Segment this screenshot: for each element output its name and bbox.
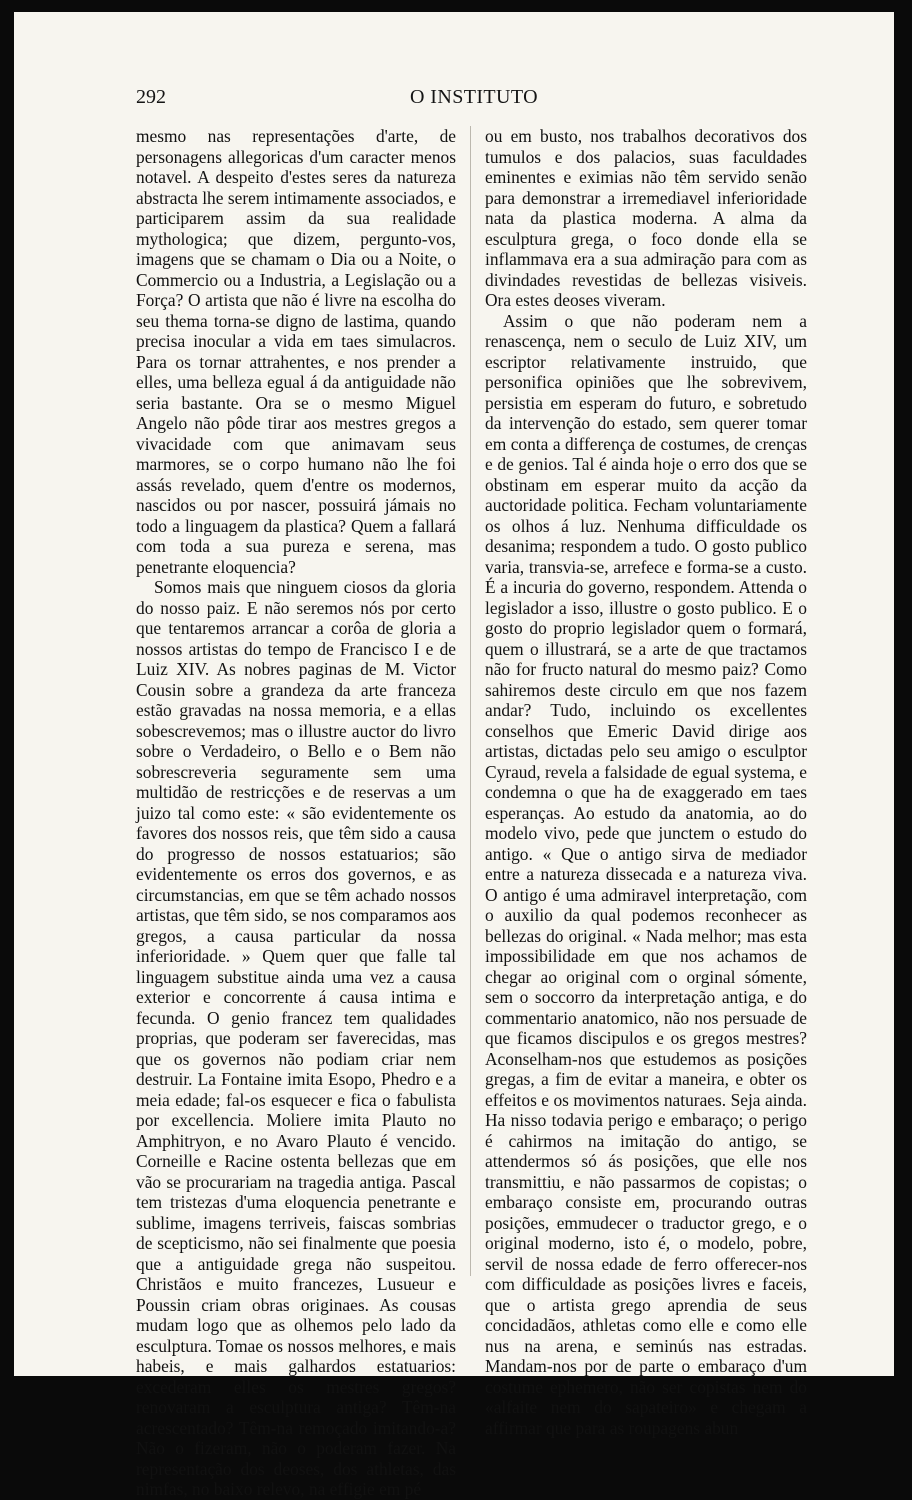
journal-title: O INSTITUTO bbox=[410, 86, 538, 108]
right-paragraph-1: ou em busto, nos trabalhos decorativos dos tumulos e dos palacios, suas faculdades eminentes e eximias não têm servido senão para demonstrar a irremediavel inferioridade nata da plastica moderna. A alma da esculptura grega, o foco donde ella se inflammava era a sua admiração para com as divindades revestidas de bellezas visiveis. Ora estes deoses viveram. bbox=[485, 126, 807, 310]
page-header bbox=[136, 82, 812, 112]
left-paragraph-1: mesmo nas representações d'arte, de personagens allegoricas d'um caracter menos notavel. A despeito d'estes seres da natureza abstracta lhe serem intimamente associados, e participarem assim da sua realidade mythologica; que dizem, pergunto-vos, imagens que se chamam o Dia ou a Noite, o Commercio ou a Industria, a Legislação ou a Força? O artista que não é livre na escolha do seu thema torna-se digno de lastima, quando precisa inocular a vida em taes simulacros. Para os tornar attrahentes, e nos prender a elles, uma belleza egual á da antiguidade não seria bastante. Ora se o mesmo Miguel Angelo não pôde tirar aos mestres gregos a vivacidade com que animavam seus marmores, se o corpo humano não lhe foi assás revelado, quem d'entre os modernos, nascidos ou por nascer, possuirá jámais no todo a linguagem da plastica? Quem a fallará com toda a sua pureza e serena, mas penetrante eloquencia? bbox=[136, 126, 456, 577]
right-paragraph-2: Assim o que não poderam nem a renascença, nem o seculo de Luiz XIV, um escriptor relativamente instruido, que personifica opiniões que lhe sobrevivem, persistia em esperam do futuro, e sobretudo da intervenção do estado, sem querer tomar em conta a differença de costumes, de crenças e de genios. Tal é ainda hoje o erro dos que se obstinam em esperar muito da acção da auctoridade politica. Fecham voluntariamente os olhos á luz. Nenhuma difficuldade os desanima; respondem a tudo. O gosto publico varia, transvia-se, arrefece e forma-se a custo. É a incuria do governo, respondem. Attenda o legislador a isso, illustre o gosto publico. E o gosto do proprio legislador quem o formará, quem o illustrará, se a arte de que tractamos não for fructo natural do mesmo paiz? Como sahiremos deste circulo em que nos fazem andar? Tudo, incluindo os excellentes conselhos que Emeric David dirige aos artistas, dictadas pelo seu amigo o esculptor Cyraud, revela a falsidade de egual systema, e condemna o que ha de exaggerado em taes esperanças. Ao estudo da anatomia, ao do modelo vivo, pede que junctem o estudo do antigo. « Que o antigo sirva de mediador entre a natureza dissecada e a natureza viva. O antigo é uma admiravel interpretação, com o auxilio da qual podemos reconhecer as bellezas do original. « Nada melhor; mas esta impossibilidade em que nos achamos de chegar ao original com o orginal sómente, sem o soccorro da interpretação antiga, e do commentario anatomico, não nos persuade de que ficamos discipulos e os gregos mestres? Aconselham-nos que estudemos as posições gregas, a fim de evitar a maneira, e obter os effeitos e os movimentos naturaes. Seja ainda. Ha nisso todavia perigo e embaraço; o perigo é cahirmos na imitação do antigo, se attendermos só ás posições, que elle nos transmittiu, e não passarmos de copistas; o embaraço consiste em, procurando outras posições, emmudecer o traductor grego, e o original moderno, isto é, o modelo, pobre, servil de nossa edade de ferro offerecer-nos com difficuldade as posições livres e faceis, que o artista grego aprendia de seus concidadãos, athletas como elle e como elle nus na arena, e seminús nas estradas. Mandam-nos por de parte o embaraço d'um costume ephemero, não ser copistas nem do «alfaite nem do sapateiro» e chegam a affirmar que para as roupagens abun bbox=[485, 310, 807, 1438]
right-column bbox=[485, 126, 807, 1438]
column-divider bbox=[470, 126, 471, 1276]
page-number: 292 bbox=[136, 86, 166, 108]
left-paragraph-2: Somos mais que ninguem ciosos da gloria do nosso paiz. E não seremos nós por certo que tentaremos arrancar a corôa de gloria a nossos artistas do tempo de Francisco I e de Luiz XIV. As nobres paginas de M. Victor Cousin sobre a grandeza da arte franceza estão gravadas na nossa memoria, e a ellas sobescrevemos; mas o illustre auctor do livro sobre o Verdadeiro, o Bello e o Bem não sobrescreveria seguramente sem uma multidão de restricções e de reservas a um juizo tal como este: « são evidentemente os favores dos nossos reis, que têm sido a causa do progresso de nossos estatuarios; são evidentemente os erros dos governos, e as circumstancias, em que se têm achado nossos artistas, que têm sido, se nos comparamos aos gregos, a causa particular da nossa inferioridade. » Quem quer que falle tal linguagem substitue ainda uma vez a causa exterior e concorrente á causa intima e fecunda. O genio francez tem qualidades proprias, que poderam ser faverecidas, mas que os governos não podiam criar nem destruir. La Fontaine imita Esopo, Phedro e a meia edade; fal-os esquecer e fica o fabulista por excellencia. Moliere imita Plauto no Amphitryon, e no Avaro Plauto é vencido. Corneille e Racine ostenta bellezas que em vão se procurariam na tragedia antiga. Pascal tem tristezas d'uma eloquencia penetrante e sublime, imagens terriveis, faiscas sombrias de scepticismo, não sei finalmente que poesia que a antiguidade grega não suspeitou. Christãos e muito francezes, Lusueur e Poussin criam obras originaes. As cousas mudam logo que as olhemos pelo lado da esculptura. Tomae os nossos melhores, e mais habeis, e mais galhardos estatuarios: excederam elles os mestres gregos? renovaram a esculptura antiga? Têm-na acrescentado? Têm-na remoçado imitando-a? Não o fizeram, não o poderam fazer. Na representação dos deoses, dos athletas, das nimfas, no baixo relevo, na effigie em pé bbox=[136, 577, 456, 1499]
left-column bbox=[136, 126, 456, 1499]
